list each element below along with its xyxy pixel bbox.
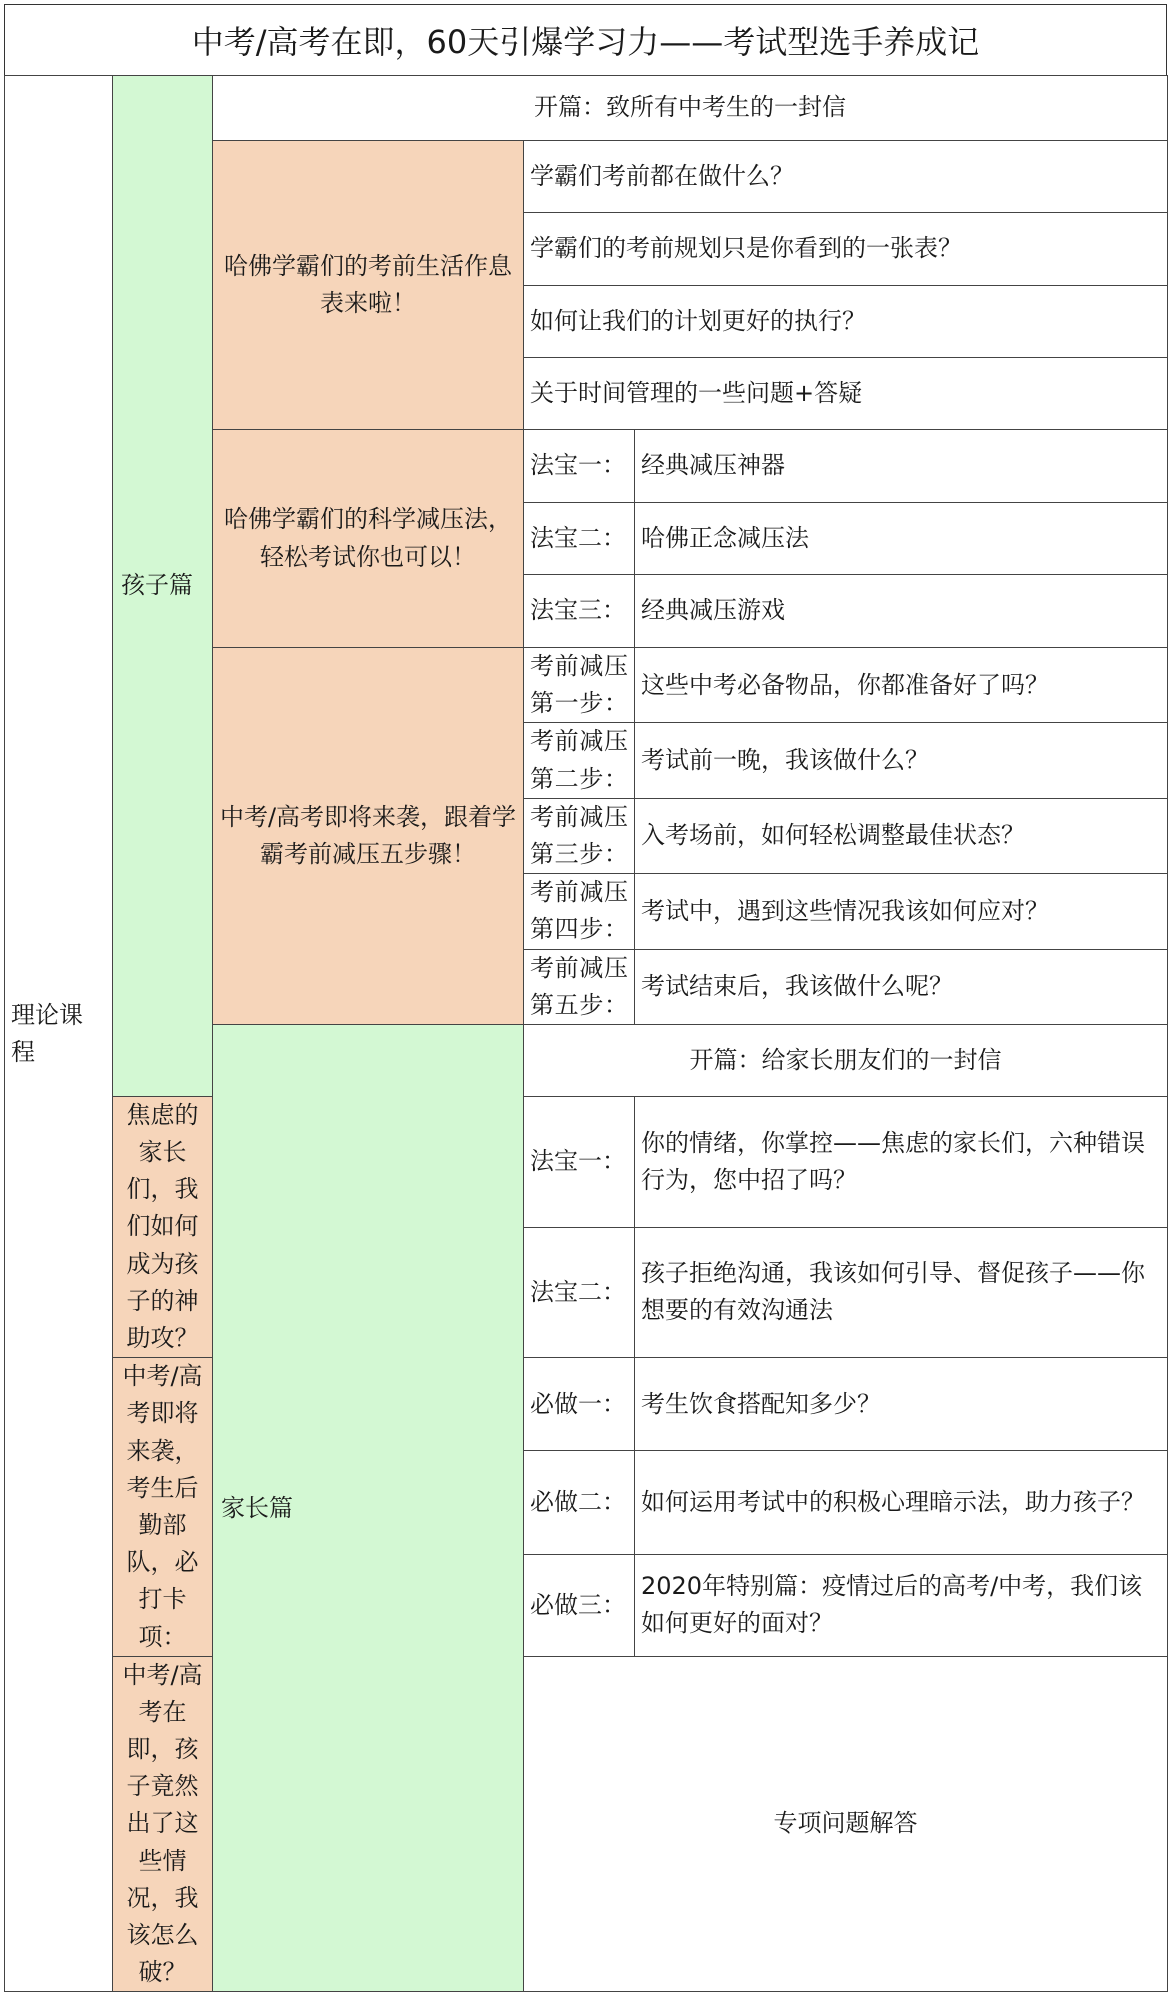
parent-tip-key: 法宝一： — [524, 1096, 635, 1227]
stress-value: 哈佛正念减压法 — [635, 503, 1168, 575]
step-value: 考试前一晚，我该做什么？ — [635, 723, 1168, 798]
curriculum-table — [4, 75, 1168, 1992]
step-key: 考前减压第四步： — [524, 874, 635, 949]
parent-group-checklist-label: 中考/高考即将来袭，考生后勤部队，必打卡项： — [113, 1358, 213, 1657]
stress-value: 经典减压游戏 — [635, 575, 1168, 648]
stress-key: 法宝二： — [524, 503, 635, 575]
parent-tip-value: 你的情绪，你掌控——焦虑的家长们，六种错误行为，您中招了吗？ — [635, 1096, 1168, 1227]
special-answer: 专项问题解答 — [524, 1656, 1168, 1992]
checklist-key: 必做一： — [524, 1358, 635, 1451]
section-child-label: 孩子篇 — [113, 76, 213, 1097]
parent-group-anxiety-label: 焦虑的家长们，我们如何成为孩子的神助攻？ — [113, 1096, 213, 1357]
checklist-key: 必做三： — [524, 1554, 635, 1656]
parent-tip-value: 孩子拒绝沟通，我该如何引导、督促孩子——你想要的有效沟通法 — [635, 1227, 1168, 1358]
category-cell: 理论课程 — [5, 76, 113, 1992]
step-key: 考前减压第一步： — [524, 648, 635, 723]
stress-key: 法宝三： — [524, 575, 635, 648]
child-schedule-item: 如何让我们的计划更好的执行？ — [524, 286, 1168, 358]
page-title: 中考/高考在即，60天引爆学习力——考试型选手养成记 — [4, 4, 1167, 76]
child-group-schedule-label: 哈佛学霸们的考前生活作息表来啦！ — [213, 141, 524, 430]
step-key: 考前减压第二步： — [524, 723, 635, 798]
stress-value: 经典减压神器 — [635, 430, 1168, 503]
child-schedule-item: 关于时间管理的一些问题+答疑 — [524, 358, 1168, 430]
step-key: 考前减压第五步： — [524, 949, 635, 1024]
checklist-value: 考生饮食搭配知多少？ — [635, 1358, 1168, 1451]
child-schedule-item: 学霸们的考前规划只是你看到的一张表？ — [524, 213, 1168, 286]
parent-tip-key: 法宝二： — [524, 1227, 635, 1358]
checklist-value: 2020年特别篇：疫情过后的高考/中考，我们该如何更好的面对？ — [635, 1554, 1168, 1656]
child-schedule-item: 学霸们考前都在做什么？ — [524, 141, 1168, 213]
child-group-steps-label: 中考/高考即将来袭，跟着学霸考前减压五步骤！ — [213, 648, 524, 1025]
stress-key: 法宝一： — [524, 430, 635, 503]
child-group-stress-label: 哈佛学霸们的科学减压法，轻松考试你也可以！ — [213, 430, 524, 648]
step-value: 这些中考必备物品，你都准备好了吗？ — [635, 648, 1168, 723]
section-parent-label: 家长篇 — [213, 1024, 524, 1992]
step-key: 考前减压第三步： — [524, 798, 635, 873]
child-opening: 开篇：致所有中考生的一封信 — [213, 76, 1168, 141]
step-value: 入考场前，如何轻松调整最佳状态？ — [635, 798, 1168, 873]
checklist-value: 如何运用考试中的积极心理暗示法，助力孩子？ — [635, 1451, 1168, 1554]
parent-opening: 开篇：给家长朋友们的一封信 — [524, 1024, 1168, 1096]
step-value: 考试结束后，我该做什么呢？ — [635, 949, 1168, 1024]
step-value: 考试中，遇到这些情况我该如何应对？ — [635, 874, 1168, 949]
parent-group-problems-label: 中考/高考在即，孩子竟然出了这些情况，我该怎么破？ — [113, 1656, 213, 1992]
checklist-key: 必做二： — [524, 1451, 635, 1554]
